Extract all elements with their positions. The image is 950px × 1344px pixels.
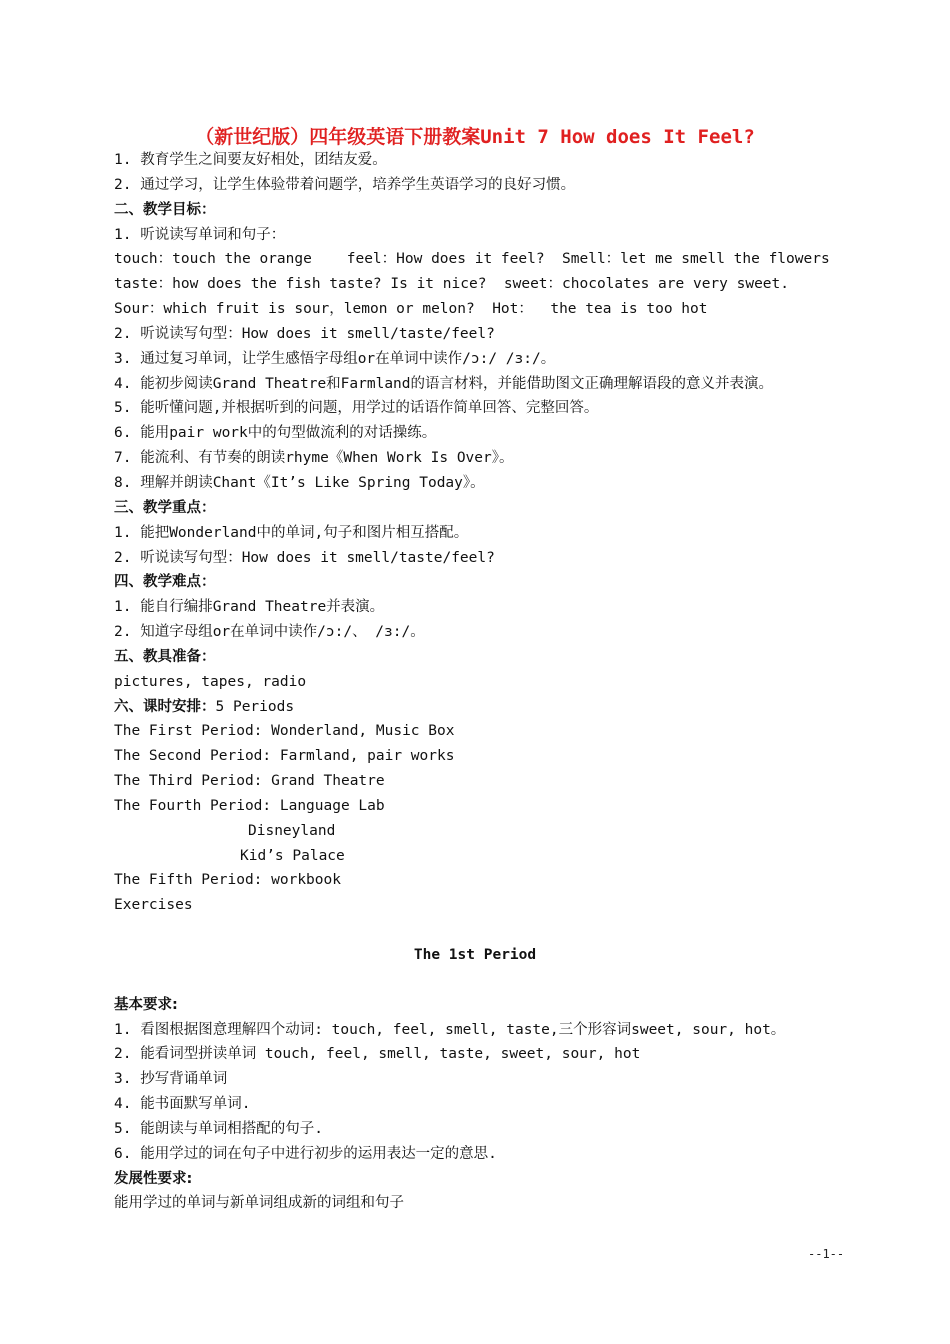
key-line-1: 1. 能把Wonderland中的单词,句子和图片相互搭配。 (114, 524, 469, 541)
heading-difficulties: 四、教学难点： (114, 574, 216, 591)
goal-line-7: 7. 能流利、有节奏的朗读rhyme《When Work Is Over》。 (114, 450, 514, 467)
period-line-5: The Fifth Period: workbook (114, 872, 341, 889)
goal-line-1a: touch：touch the orange feel：How does it feel? Smell：let me smell the flowers (114, 251, 830, 268)
teaching-aids-list: pictures, tapes, radio (114, 673, 307, 690)
period-line-4-kids-palace: Kid’s Palace (240, 847, 345, 864)
heading-development-requirements: 发展性要求: (114, 1170, 193, 1187)
development-line: 能用学过的单词与新单词组成新的词组和句子 (114, 1195, 404, 1212)
heading-teaching-goals: 二、教学目标： (114, 201, 216, 218)
basic-line-5: 5. 能朗读与单词相搭配的句子. (114, 1120, 323, 1137)
spacer (114, 918, 854, 943)
key-line-2: 2. 听说读写句型：How does it smell/taste/feel? (114, 549, 495, 566)
goal-line-1b: taste：how does the fish taste? Is it nice? sweet：chocolates are very sweet. (114, 276, 790, 293)
spacer (114, 968, 854, 993)
difficulty-line-2: 2. 知道字母组or在单词中读作/ɔ:/、 /ɜ:/。 (114, 624, 425, 641)
intro-line-1: 1. 教育学生之间要友好相处，团结友爱。 (114, 152, 387, 168)
heading-key-points: 三、教学重点： (114, 499, 216, 516)
period-line-4-disneyland: Disneyland (248, 822, 336, 839)
period-line-6: Exercises (114, 897, 193, 914)
goal-line-5: 5. 能听懂问题,并根据听到的问题，用学过的话语作简单回答、完整回答。 (114, 400, 599, 417)
period-line-4: The Fourth Period: Language Lab (114, 797, 385, 814)
difficulty-line-1: 1. 能自行编排Grand Theatre并表演。 (114, 599, 385, 616)
goal-line-3: 3. 通过复习单词，让学生感悟字母组or在单词中读作/ɔ:/ /ɜ:/。 (114, 350, 556, 367)
basic-line-2: 2. 能看词型拼读单词 touch, feel, smell, taste, sweet, sour, hot (114, 1046, 641, 1063)
goal-line-1c: Sour：which fruit is sour，lemon or melon? Hot： the tea is too hot (114, 301, 708, 318)
period-line-1: The First Period: Wonderland, Music Box (114, 723, 455, 740)
heading-schedule: 六、课时安排： (114, 698, 216, 715)
document-body (114, 148, 854, 1216)
period-line-3: The Third Period: Grand Theatre (114, 773, 385, 790)
period-line-2: The Second Period: Farmland, pair works (114, 748, 455, 765)
schedule-value: 5 Periods (215, 698, 295, 715)
heading-basic-requirements: 基本要求: (114, 996, 178, 1013)
schedule-line (114, 695, 854, 720)
goal-line-6: 6. 能用pair work中的句型做流利的对话操练。 (114, 425, 437, 442)
basic-line-1: 1. 看图根据图意理解四个动词: touch, feel, smell, taste,三个形容词sweet, sour, hot。 (114, 1021, 786, 1038)
goal-line-1: 1. 听说读写单词和句子： (114, 226, 286, 243)
basic-line-4: 4. 能书面默写单词. (114, 1096, 251, 1113)
goal-line-4: 4. 能初步阅读Grand Theatre和Farmland的语言材料，并能借助图文正确理解语段的意义并表演。 (114, 375, 774, 392)
heading-teaching-aids: 五、教具准备： (114, 648, 216, 665)
period-section-title: The 1st Period (413, 947, 537, 963)
page-number: --1-- (808, 1247, 845, 1261)
goal-line-8: 8. 理解并朗读Chant《It’s Like Spring Today》。 (114, 474, 485, 491)
basic-line-6: 6. 能用学过的词在句子中进行初步的运用表达一定的意思. (114, 1145, 497, 1162)
document-title: （新世纪版）四年级英语下册教案Unit 7 How does It Feel? (195, 126, 755, 148)
goal-line-2: 2. 听说读写句型：How does it smell/taste/feel? (114, 325, 495, 342)
basic-line-3: 3. 抄写背诵单词 (114, 1071, 228, 1088)
intro-line-2: 2. 通过学习，让学生体验带着问题学，培养学生英语学习的良好习惯。 (114, 176, 576, 193)
